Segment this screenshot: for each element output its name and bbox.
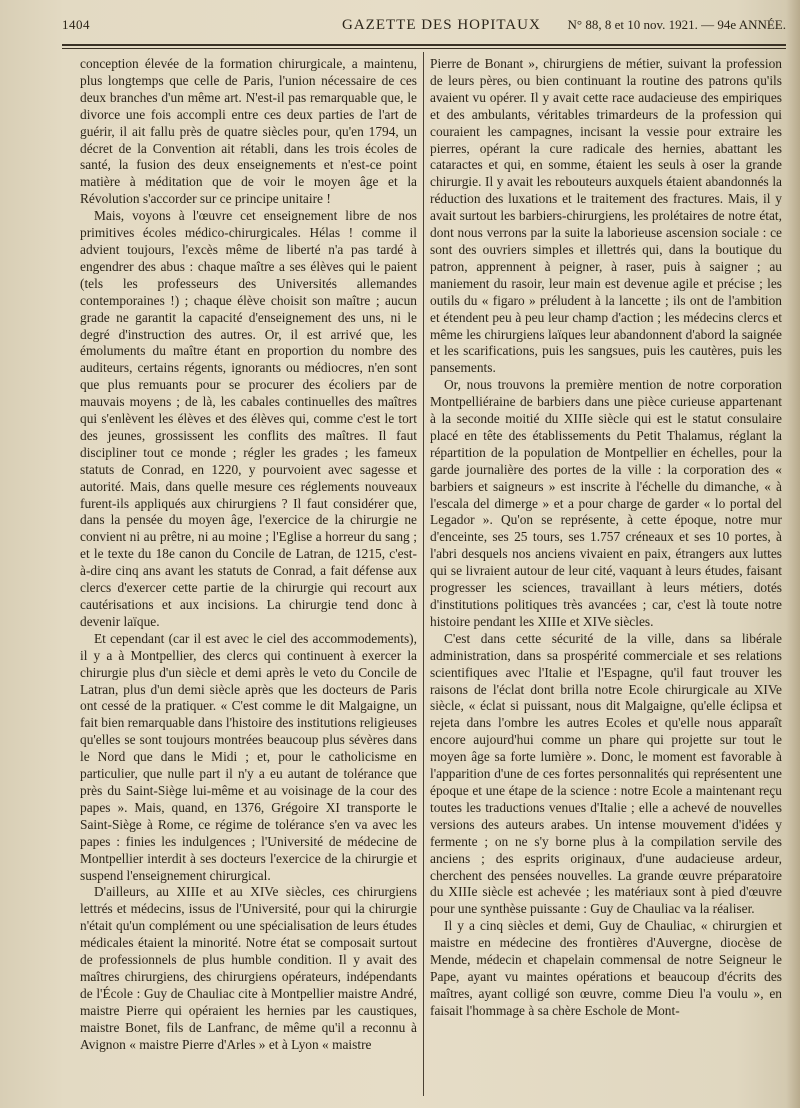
left-column (80, 56, 417, 1053)
paragraph: Et cependant (car il est avec le ciel des accommodements), il y a à Montpellier, des clercs qui continuent à exercer la chirurgie plus d'un siècle et demi après le veto du Concile de Latran, plus d'un demi siècle après que les docteurs de Paris ont cessé de la pratiquer. « C'est comme le dit Malgaigne, un fait bien remarquable dans l'histoire des institutions religieuses qu'elles se sont toujours montrées beaucoup plus sévères dans le Nord que dans le Midi ; et, pour le catholicisme en particulier, que nulle part il n'y a eu autant de tolérance que près du Saint-Siège lui-même et au voisinage de la cour des papes ». Mais, quand, en 1376, Grégoire XI transporte le Saint-Siège à Rome, ce régime de tolérance s'en va avec les papes : finies les indulgences ; l'Université de médecine de Montpellier interdit à ses docteurs l'exercice de la chirurgie et suspend l'enseignement chirurgical. (80, 630, 417, 883)
header-rule (62, 44, 786, 46)
paragraph: Il y a cinq siècles et demi, Guy de Chauliac, « chirurgien et maistre en médecine des frontières d'Auvergne, diocèse de Mende, médecin et chapelain commensal de notre Seigneur le Pape, ayant vu maintes opérations et beaucoup d'écrits des maîtres, ayant colligé son œuvre, comme Dieu l'a voulu », en faisait l'hommage à sa chère Eschole de Mont- (430, 918, 782, 1018)
column-divider (423, 52, 424, 1096)
paragraph: D'ailleurs, au XIIIe et au XIVe siècles, ces chirurgiens lettrés et médecins, issus de l'Université, pour qui la chirurgie n'était qu'un complément ou une spécialisation de leurs études médicales étaient la minorité. Notre état se composait surtout de professionnels de plus humble condition. Il y avait des maîtres chirurgiens, des chirurgiens opérateurs, indépendants de l'École : Guy de Chauliac cite à Montpellier maistre André, maistre Pierre qui opéraient les hernies par les caustiques, maistre Bonet, fils de Lanfranc, de même qu'il a reconnu à Avignon « maistre Pierre d'Arles » et à Lyon « maistre (80, 884, 417, 1052)
journal-title: GAZETTE DES HOPITAUX (342, 16, 541, 33)
page-number: 1404 (62, 17, 90, 32)
paragraph: conception élevée de la formation chirurgicale, a maintenu, plus longtemps que celle de Paris, l'union nécessaire de ces deux branches d'un même art. N'est-il pas remarquable que, le divorce une fois accompli entre ces deux parties de l'art de guérir, il ait fallu près de quatre siècles pour, qu'en 1794, un décret de la Convention ait rétabli, dans les trois écoles de santé, la fusion des deux enseignements et n'est-ce point matière à méditation que de voir le moyen âge et la Révolution s'accorder sur ce principe unitaire ! (80, 56, 417, 207)
paragraph: Mais, voyons à l'œuvre cet enseignement libre de nos primitives écoles médico-chirurgicales. Hélas ! comme il advient toujours, l'excès même de liberté n'a pas tardé à engendrer des abus : chaque maître a ses élèves qui le paient (tels les professeurs des Universités allemandes contemporaines !) ; chaque élève choisit son maître ; aucun grade ne garantit la capacité d'enseignement des uns, ni le degré d'instruction des autres. Or, il est arrivé que, les émoluments du maître étant en proportion du nombre des auditeurs, certains régents, ignorants ou médiocres, n'en sont que plus remuants pour se procurer des écoliers par de mauvais moyens ; de là, les cabales continuelles des maîtres qui s'enlèvent les élèves et des élèves qui, comme c'est le tort des jeunes, grossissent les conflits des maîtres. Il faut discipliner tout ce monde ; régler les grades ; les fameux statuts de Conrad, en 1220, y pourvoient avec sagesse et autorité. Mais, dans quelle mesure ces réglements nouveaux furent-ils appliqués aux chirurgiens ? Il faut considérer que, dans la pensée du moyen âge, l'exercice de la chirurgie ne convient ni au prêtre, ni au moine ; l'Eglise a horreur du sang ; et le texte du 18e canon du Concile de Latran, de 1215, c'est-à-dire cinq ans avant les statuts de Conrad, a fait défense aux clercs d'exercer cette partie de la chirurgie qui recourt aux cautérisations et aux incisions. La chirurgie tend donc à devenir laïque. (80, 208, 417, 629)
issue-info: N° 88, 8 et 10 nov. 1921. — 94e ANNÉE. (567, 17, 786, 32)
paragraph: Or, nous trouvons la première mention de notre corporation Montpelliéraine de barbiers dans une pièce curieuse appartenant à la seconde moitié du XIIIe siècle qui est le statut consulaire placé en tête des établissements du Petit Thalamus, réglant la répartition de la population de Montpellier en échelles, pour la garde journalière des portes de la ville : la corporation des « barbiers et saigneurs » est inscrite à l'échelle du dimanche, « à l'escala del dimerge » et a pour charge de garder « lo portal del Legador ». Qu'on se représente, à cette époque, notre mur d'enceinte, ses 25 tours, ses 1.757 créneaux et ses 10 portes, à l'abri desquels nos anciens vivaient en paix, étrangers aux luttes qui se livraient autour de leur cité, vaquant à leurs études, faisant progresser les sciences, travaillant à leurs métiers, dotés d'institutions politiques très avancées ; car, c'est là toute notre histoire pendant les XIIIe et XIVe siècles. (430, 377, 782, 629)
paragraph: Pierre de Bonant », chirurgiens de métier, suivant la profession de leurs pères, ou bien continuant la routine des patrons qu'ils avaient vu opérer. Il y avait cette race audacieuse des empiriques et des ambulants, véritables trimardeurs de la profession qui couraient les campagnes, incisant la vessie pour extraire les pierres, opérant la cure radicale des hernies, abattant les cataractes et qui, en somme, étaient les seuls à oser la grande chirurgie. Il y avait les rebouteurs auxquels étaient abandonnés la réduction des luxations et le traitement des fractures. Mais, il y avait surtout les barbiers-chirurgiens, les prolétaires de notre état, dont nous verrons par la suite la laborieuse ascension sociale : ce sont des ouvriers simples et illettrés qui, dans la boutique du patron, apprennent à peigner, à raser, puis à saigner ; au maniement du rasoir, leur main est devenue agile et précise ; les outils du « figaro » préludent à la lancette ; ils ont de l'ambition et étendent peu à peu leur champ d'action ; les médecins clercs et même les chirurgiens laïques leur abandonnent d'abord la saignée et les scarifications, puis les sangsues, puis les cautères, puis les pansements. (430, 56, 782, 376)
page-header (62, 14, 786, 36)
paragraph: C'est dans cette sécurité de la ville, dans sa libérale administration, dans sa prospérité commerciale et ses relations scientifiques avec l'Italie et l'Espagne, qu'il faut trouver les raisons de l'éclat dont brilla notre Ecole chirurgicale au XIVe siècle, « éclat si puissant, nous dit Malgaigne, qu'elle éclipsa et rejeta dans l'ombre les autres Ecoles et qu'elle nous apparaît encore aujourd'hui comme un phare qui projette sur tout le moyen âge sa forte lumière ». Donc, le moment est favorable à l'apparition d'une de ces fortes personnalités qui représentent une époque et une étape de la science : notre Ecole a maintenant reçu toutes les traductions venues d'Italie ; elle a achevé de nouvelles versions des auteurs arabes. Un intense mouvement d'idées y fermente ; on ne s'y borne plus à la compilation servile des anciens ; des esprits originaux, d'une audacieuse ardeur, cherchent des pensées nouvelles. La grande œuvre préparatoire du XIIIe siècle est achevée ; les matériaux sont à pied d'œuvre pour une synthèse puissante : Guy de Chauliac va la réaliser. (430, 630, 782, 917)
page-edge-stain (786, 0, 800, 1108)
right-column (430, 56, 782, 1020)
header-rule-thin (62, 48, 786, 49)
